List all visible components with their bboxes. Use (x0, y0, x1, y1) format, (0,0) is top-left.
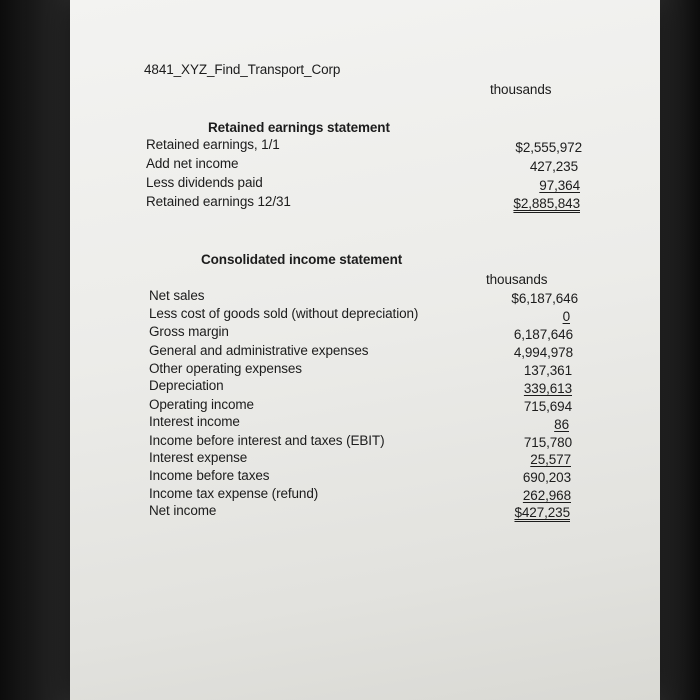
re-row-value: $2,885,843 (513, 196, 580, 211)
re-row-label: Add net income (146, 156, 239, 171)
is-row-label: Gross margin (149, 324, 229, 339)
is-row-value: 86 (554, 417, 569, 432)
re-row-value: 427,235 (529, 159, 578, 174)
units-label-top: thousands (490, 82, 552, 97)
is-row-label: Other operating expenses (149, 361, 302, 376)
is-row-value: 339,613 (523, 381, 572, 396)
is-row-label: Operating income (149, 397, 254, 412)
is-row-value: 715,694 (523, 399, 572, 414)
is-row-value: 715,780 (523, 435, 572, 450)
document-title: 4841_XYZ_Find_Transport_Corp (144, 62, 341, 77)
is-row-value: 25,577 (530, 452, 571, 467)
document-page (70, 0, 660, 700)
re-row-value: 97,364 (539, 178, 580, 193)
is-row-label: Interest expense (149, 450, 248, 465)
re-row-value: $2,555,972 (515, 140, 582, 155)
is-row-label: Less cost of goods sold (without depreciation) (149, 306, 419, 321)
is-row-label: General and administrative expenses (149, 343, 369, 358)
is-row-value: 262,968 (522, 488, 571, 503)
is-row-value: 0 (562, 309, 570, 324)
re-row-label: Less dividends paid (146, 175, 263, 190)
re-row-label: Retained earnings, 1/1 (146, 137, 280, 152)
background-right (660, 0, 700, 700)
is-row-label: Income tax expense (refund) (149, 486, 319, 501)
is-row-value: 6,187,646 (513, 327, 573, 342)
is-row-label: Depreciation (149, 378, 224, 393)
is-row-value: $427,235 (514, 505, 570, 520)
retained-earnings-heading: Retained earnings statement (208, 120, 390, 135)
income-statement-heading: Consolidated income statement (201, 252, 403, 267)
is-row-label: Income before interest and taxes (EBIT) (149, 433, 385, 448)
is-row-value: 137,361 (523, 363, 572, 378)
units-label: thousands (486, 272, 548, 287)
is-row-label: Net sales (149, 288, 205, 303)
is-row-value: 690,203 (522, 470, 571, 485)
background-left (0, 0, 70, 700)
is-row-value: 4,994,978 (513, 345, 573, 360)
is-row-label: Net income (149, 503, 217, 518)
re-row-label: Retained earnings 12/31 (146, 194, 291, 209)
is-row-label: Income before taxes (149, 468, 270, 483)
is-row-value: $6,187,646 (511, 291, 578, 306)
is-row-label: Interest income (149, 414, 240, 429)
